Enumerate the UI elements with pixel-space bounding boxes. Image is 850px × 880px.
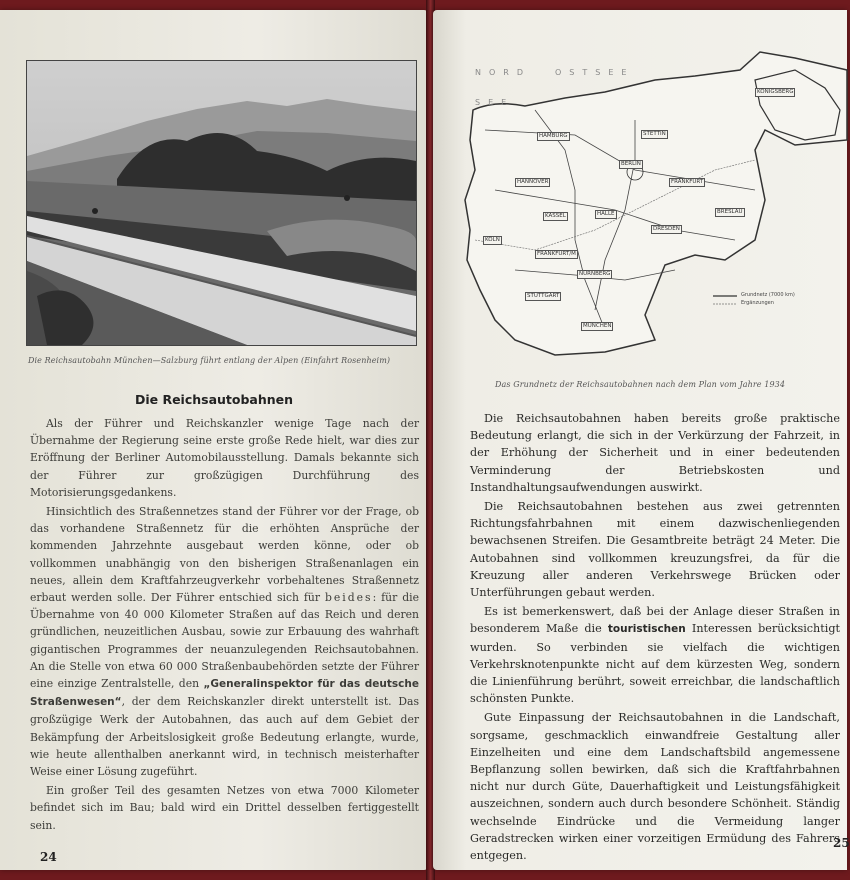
paragraph: Die Reichsautobahnen haben bereits große praktische Bedeutung erlangt, die sich in der Verkürzung der Fahrzeit, in der Erhöhung der Sicherheit und in einer bedeutenden Verminderung der Betriebskosten und Instandhaltungsaufwendungen auswirkt. [470,412,840,494]
page-heading: Die Reichsautobahnen [134,392,294,407]
page-number: 24 [40,850,57,864]
left-page [0,10,428,870]
paragraph: Es ist bemerkenswert, daß bei der Anlage dieser Straßen in besonderem Maße die touristischen Interessen berücksichtigt wurden. So verbinden sie vielfach die wichtigen Verkehrsknotenpunkte nicht auf dem kürzesten Weg, sondern die Linienführung berührt, soweit erreichbar, die landschaftlich schönsten Punkte. [470,605,840,706]
city-label: MÜNCHEN [583,323,612,329]
city-label: FRANKFURT [671,179,704,185]
left-text-column [30,415,419,836]
paragraph: Gute Einpassung der Reichsautobahnen in die Landschaft, sorgsame, geschmacklich einwandfreie Gestaltung aller Einzelheiten und eine dem Landschaftsbild angemessene Bepflanzung sollen bewirken, daß sich die Kraftfahrbahnen nicht nur durch Güte, Dauerhaftigkeit und Leistungsfähigkeit auszeichnen, sondern auch durch besondere Schönheit. Ständig wechselnde Eindrücke und die Vermeidung langer Geradstrecken wirken einer vorzeitigen Ermüdung des Fahrers entgegen. [470,711,840,863]
city-label: KÖLN [485,237,500,243]
paragraph: Die Reichsautobahnen bestehen aus zwei getrennten Richtungsfahrbahnen mit einem dazwischenliegenden bewachsenen Streifen. Die Gesamtbreite beträgt 24 Meter. Die Autobahnen sind vollkommen kreuzungsfrei, da für die Kreuzung aller anderen Verkehrswege Brücken oder Unterführungen gebaut werden. [470,500,840,600]
city-label: HANNOVER [517,179,549,185]
photo-caption: Die Reichsautobahn München—Salzburg führt entlang der Alpen (Einfahrt Rosenheim) [28,356,391,365]
city-label: STETTIN [643,131,666,137]
sea-label-ostsee: OSTSEE [555,68,635,77]
city-label: STUTTGART [527,293,560,299]
spaced-emphasis: beides [324,591,373,605]
sea-label-nord: NORD [475,68,531,77]
bold-emphasis: „Generalinspektor für das deutsche Straßenwesen“ [30,678,419,709]
city-label: HAMBURG [539,133,568,139]
right-text-column [470,410,840,866]
paragraph: Ein großer Teil des gesamten Netzes von etwa 7000 Kilometer befindet sich im Bau; bald wird ein Drittel desselben fertiggestellt sein. [30,784,419,832]
paragraph: Als der Führer und Reichskanzler wenige Tage nach der Übernahme der Regierung seine erste große Rede hielt, war dies zur Eröffnung der Berliner Automobilausstellung. Damals bekannte sich der Führer zur großzügigen Durchführung des Motorisierungsgedankens. [30,417,419,499]
paragraph: Hinsichtlich des Straßennetzes stand der Führer vor der Frage, ob das vorhandene Straßennetz für die erhöhten Ansprüche der kommenden Jahrzehnte ausgebaut werden könne, oder ob vollkommen unabhängig von den bisherigen Straßenanlagen ein neues, allein dem Kraftfahrzeugverkehr vorbehaltenes Straßennetz erbaut werden solle. Der Führer entschied sich für beides: für die Übernahme von 40 000 Kilometer Straßen auf das Reich und deren gründlichen, neuzeitlichen Ausbau, sowie zur Erbauung des wahrhaft gigantischen Programmes der neuanzulegenden Reichsautobahnen. An die Stelle von etwa 60 000 Straßenbaubehörden setzte der Führer eine einzige Zentralstelle, den „Generalinspektor für das deutsche Straßenwesen“, der dem Reichskanzler direkt unterstellt ist. Das großzügige Werk der Autobahnen, das auch auf dem Gebiet der Bekämpfung der Arbeitslosigkeit große Bedeutung erlangte, wurde, wie heute allenthalben anerkannt wird, in technisch meisterhafter Weise einer Lösung zugeführt. [30,505,419,779]
city-label: NÜRNBERG [579,271,611,277]
city-label: KÖNIGSBERG [757,89,794,95]
legend-entry: Ergänzungen [741,300,774,306]
city-label: HALLE [597,211,615,217]
autobahn-photo [26,60,417,346]
sea-label-see: SEE [475,98,515,107]
city-label: KASSEL [545,213,566,219]
legend-entry: Grundnetz (7000 km) [741,292,795,298]
city-label: BRESLAU [717,209,743,215]
map-caption: Das Grundnetz der Reichsautobahnen nach dem Plan vom Jahre 1934 [495,380,786,389]
page-number: 25 [833,836,850,850]
city-label: FRANKFURT/M [537,251,576,257]
bold-emphasis: touristischen [607,623,686,636]
city-label: BERLIN [621,161,641,167]
autobahn-map [455,40,847,370]
city-label: DRESDEN [653,226,680,232]
